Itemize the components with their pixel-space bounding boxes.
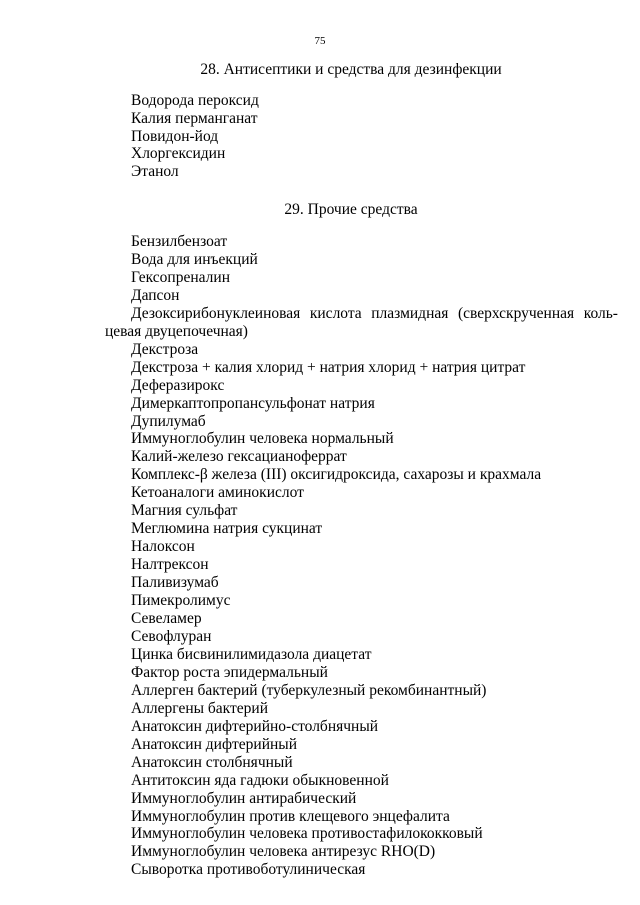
list-item: Анатоксин дифтерийно-столбнячный: [131, 717, 379, 735]
list-item: цевая двуцепочечная): [105, 322, 248, 340]
section-title-antiseptics: 28. Антисептики и средства для дезинфекции: [200, 61, 502, 78]
list-item: Гексопреналин: [131, 268, 230, 286]
list-item: Декстроза: [131, 340, 199, 358]
list-item: Водорода пероксид: [131, 92, 259, 109]
antiseptics-list: [131, 92, 618, 181]
list-item: Анатоксин столбнячный: [131, 753, 293, 771]
list-item: Иммуноглобулин человека противостафилококковый: [131, 825, 483, 843]
word: плазмидная: [371, 304, 449, 322]
page-number: 75: [314, 35, 326, 47]
list-item: Дапсон: [131, 286, 180, 304]
list-item: Калия перманганат: [131, 109, 258, 127]
section-title-other-agents: 29. Прочие средства: [284, 201, 418, 218]
list-item: Комплекс-β железа (III) оксигидроксида, сахарозы и крахмала: [131, 466, 542, 484]
word: (сверхскрученная: [457, 304, 575, 322]
list-item: Антитоксин яда гадюки обыкновенной: [131, 771, 389, 789]
list-item: [131, 305, 618, 323]
list-item: Кетоаналоги аминокислот: [131, 484, 304, 502]
list-item: Иммуноглобулин человека антирезус RHO(D): [131, 843, 436, 861]
list-item: Повидон-йод: [131, 127, 219, 145]
list-item: Декстроза + калия хлорид + натрия хлорид + натрия цитрат: [131, 358, 526, 376]
list-item: Аллергены бактерий: [131, 699, 268, 717]
list-item: Деферазирокс: [131, 376, 225, 394]
list-item: Иммуноглобулин антирабический: [131, 789, 357, 807]
list-item: Меглюмина натрия сукцинат: [131, 520, 323, 538]
list-item: Аллерген бактерий (туберкулезный рекомбинантный): [131, 681, 487, 699]
list-item: Бензилбензоат: [131, 233, 228, 250]
list-item: Иммуноглобулин против клещевого энцефалита: [131, 807, 450, 825]
list-item: Хлоргексидин: [131, 145, 226, 163]
list-item: Димеркаптопропансульфонат натрия: [131, 394, 375, 412]
list-item: Севофлуран: [131, 627, 212, 645]
list-item: Сыворотка противоботулиническая: [131, 861, 366, 879]
list-item: Пимекролимус: [131, 592, 231, 610]
list-item: Этанол: [131, 163, 179, 181]
word: коль-: [583, 304, 618, 322]
list-item: Фактор роста эпидермальный: [131, 663, 328, 681]
list-item: Севеламер: [131, 610, 202, 628]
list-item: Магния сульфат: [131, 502, 238, 520]
list-item: Дупилумаб: [131, 412, 206, 430]
list-item: Цинка бисвинилимидазола диацетат: [131, 645, 372, 663]
word: кислота: [309, 304, 362, 322]
list-item: Анатоксин дифтерийный: [131, 735, 297, 753]
list-item: Паливизумаб: [131, 574, 219, 592]
list-item: Налтрексон: [131, 556, 209, 574]
list-item: Калий-железо гексацианоферрат: [131, 448, 347, 466]
list-item: Вода для инъекций: [131, 250, 258, 268]
list-item: Иммуноглобулин человека нормальный: [131, 430, 394, 448]
list-item: Налоксон: [131, 538, 195, 556]
word: Дезоксирибонуклеиновая: [131, 304, 301, 322]
other-agents-list: [105, 233, 618, 879]
